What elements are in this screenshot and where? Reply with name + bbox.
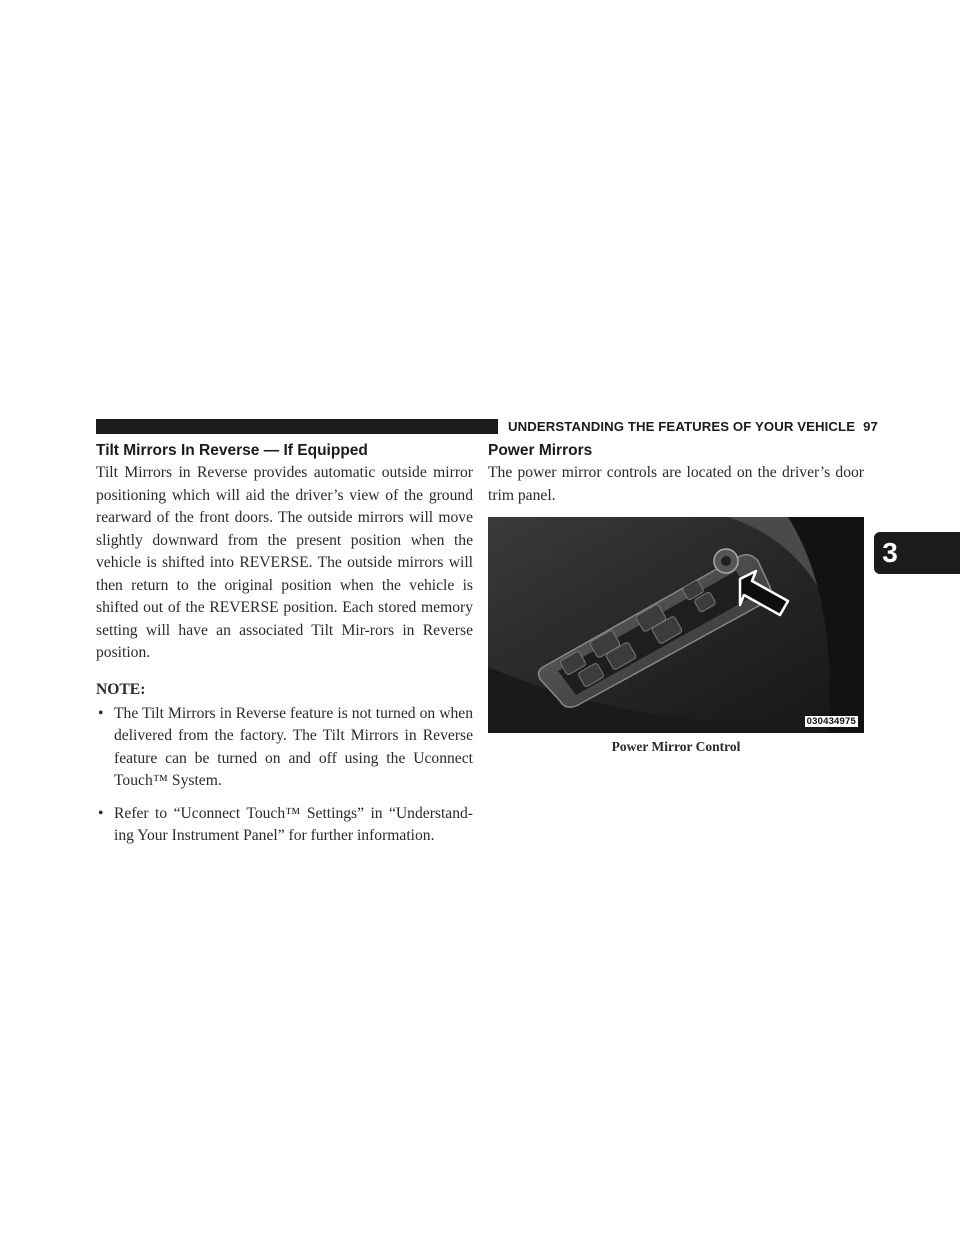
note-label: NOTE:	[96, 680, 146, 698]
bullet-icon: •	[98, 704, 104, 722]
chapter-tab	[874, 532, 960, 574]
left-column	[96, 440, 473, 858]
running-header	[508, 418, 878, 436]
page-number: 97	[863, 419, 878, 434]
figure-code: 030434975	[806, 716, 856, 727]
power-mirror-photo	[488, 517, 864, 733]
section-title: UNDERSTANDING THE FEATURES OF YOUR VEHICLE	[508, 419, 856, 434]
power-mirrors-paragraph: The power mirror controls are located on the driver’s door trim panel.	[488, 464, 864, 504]
power-mirrors-heading: Power Mirrors	[488, 442, 593, 459]
chapter-number: 3	[882, 537, 898, 568]
list-item	[96, 803, 473, 848]
bullet-icon: •	[98, 804, 104, 822]
figure-caption: Power Mirror Control	[611, 739, 741, 754]
header-bar	[96, 419, 498, 434]
door-panel-illustration	[488, 517, 864, 733]
bullet-text: Refer to “Uconnect Touch™ Settings” in “Understand-ing Your Instrument Panel” for further information.	[114, 804, 473, 844]
tilt-mirrors-paragraph: Tilt Mirrors in Reverse provides automatic outside mirror positioning which will aid the driver’s view of the ground rearward of the front doors. The outside mirrors will move slightly downward from the present position when the vehicle is shifted into REVERSE. The outside mirrors will then return to the original position when the vehicle is shifted out of the REVERSE position. Each stored memory setting will have an associated Tilt Mir-rors in Reverse position.	[96, 464, 473, 661]
list-item	[96, 703, 473, 793]
note-list	[96, 703, 473, 848]
tilt-mirrors-heading: Tilt Mirrors In Reverse — If Equipped	[96, 442, 368, 459]
bullet-text: The Tilt Mirrors in Reverse feature is not turned on when delivered from the factory. The Tilt Mirrors in Reverse feature can be turned on and off using the Uconnect Touch™ System.	[114, 704, 473, 789]
right-column	[488, 440, 864, 757]
